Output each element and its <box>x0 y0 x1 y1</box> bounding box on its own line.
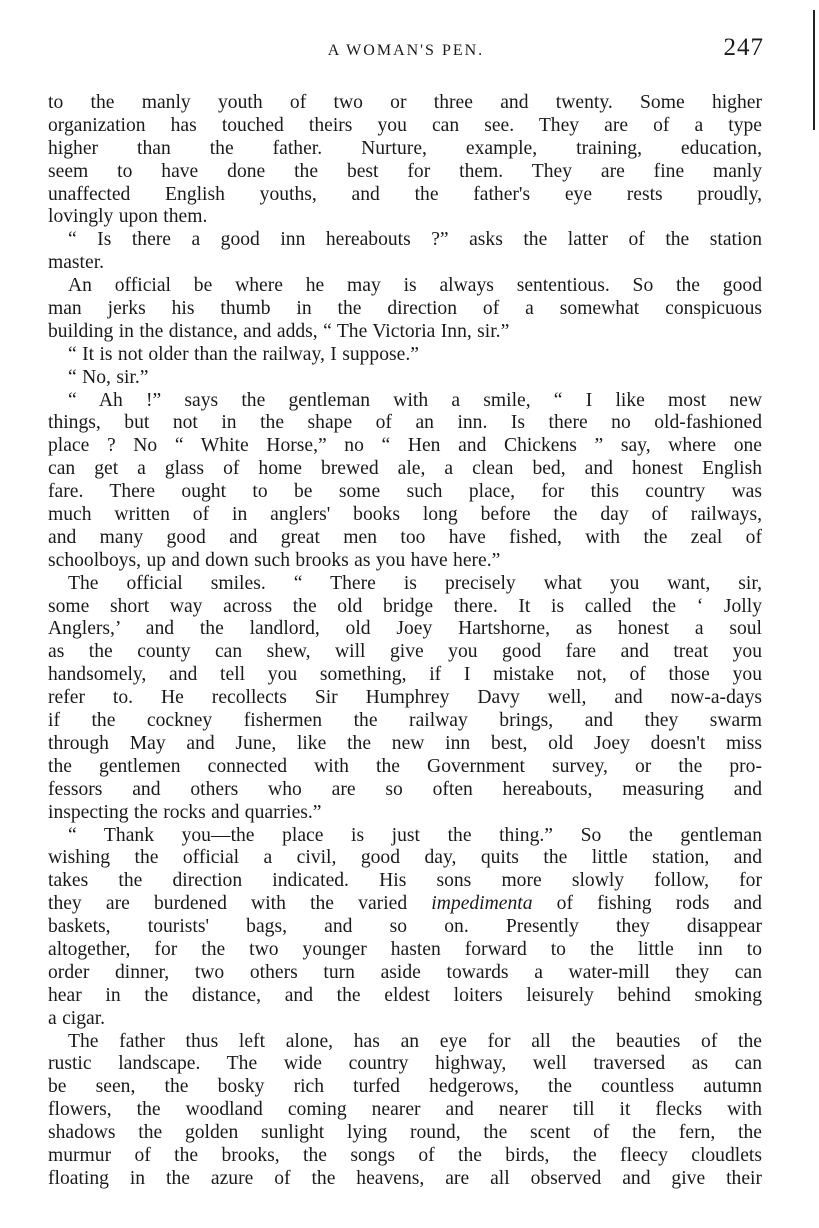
text-line: place ? No “ White Horse,” no “ Hen and Chickens ” say, where one <box>48 435 762 457</box>
text-line: unaffected English youths, and the father's eye rests proudly, <box>48 183 762 205</box>
text-line: wishing the official a civil, good day, quits the little station, and <box>48 847 762 869</box>
body-text <box>48 92 762 1202</box>
text-line: some short way across the old bridge there. It is called the ‘ Jolly <box>48 595 762 617</box>
text-line: as the county can shew, will give you good fare and treat you <box>48 641 762 663</box>
text-line: The father thus left alone, has an eye for all the beauties of the <box>68 1030 762 1052</box>
text-line: “ Thank you—the place is just the thing.” So the gentleman <box>68 824 762 846</box>
text-line: “ It is not older than the railway, I suppose.” <box>68 343 419 365</box>
text-line: master. <box>48 252 105 274</box>
text-line: murmur of the brooks, the songs of the birds, the fleecy cloudlets <box>48 1144 762 1166</box>
text-line: order dinner, two others turn aside towards a water-mill they can <box>48 961 762 983</box>
text-line: man jerks his thumb in the direction of a somewhat conspicuous <box>48 298 762 320</box>
text-line: rustic landscape. The wide country highway, well traversed as can <box>48 1053 762 1075</box>
text-line: and many good and great men too have fished, with the zeal of <box>48 526 762 548</box>
text-line: the gentlemen connected with the Government survey, or the pro- <box>48 755 762 777</box>
text-line: hear in the distance, and the eldest loiters leisurely behind smoking <box>48 984 762 1006</box>
text-line: The official smiles. “ There is precisely what you want, sir, <box>68 572 762 594</box>
text-line: “ No, sir.” <box>68 366 149 388</box>
text-line: lovingly upon them. <box>48 206 208 228</box>
text-line: altogether, for the two younger hasten forward to the little inn to <box>48 938 762 960</box>
text-line: higher than the father. Nurture, example, training, education, <box>48 137 762 159</box>
running-title: A WOMAN'S PEN. <box>327 42 485 59</box>
text-line: be seen, the bosky rich turfed hedgerows, the countless autumn <box>48 1076 762 1098</box>
text-line: seem to have done the best for them. They are fine manly <box>48 160 762 182</box>
text-line: a cigar. <box>48 1007 106 1029</box>
text-line: “ Ah !” says the gentleman with a smile, “ I like most new <box>68 389 762 411</box>
text-line: handsomely, and tell you something, if I mistake not, of those you <box>48 664 762 686</box>
text-line: inspecting the rocks and quarries.” <box>48 801 322 823</box>
text-line: flowers, the woodland coming nearer and nearer till it flecks with <box>48 1099 762 1121</box>
text-line: fare. There ought to be some such place, for this country was <box>48 481 762 503</box>
text-line: “ Is there a good inn hereabouts ?” asks the latter of the station <box>68 229 762 251</box>
text-line: much written of in anglers' books long before the day of railways, <box>48 504 762 526</box>
text-line: Anglers,’ and the landlord, old Joey Hartshorne, as honest a soul <box>48 618 762 640</box>
text-line: shadows the golden sunlight lying round, the scent of the fern, the <box>48 1122 762 1144</box>
text-line: things, but not in the shape of an inn. Is there no old-fashioned <box>48 412 762 434</box>
text-line: takes the direction indicated. His sons more slowly follow, for <box>48 870 762 892</box>
page-edge-rule <box>813 10 815 130</box>
text-line: An official be where he may is always sententious. So the good <box>68 275 762 297</box>
running-head <box>48 34 764 76</box>
text-line: if the cockney fishermen the railway brings, and they swarm <box>48 710 762 732</box>
text-line: building in the distance, and adds, “ The Victoria Inn, sir.” <box>48 320 510 342</box>
text-line: through May and June, like the new inn best, old Joey doesn't miss <box>48 732 762 754</box>
text-line: can get a glass of home brewed ale, a clean bed, and honest English <box>48 458 762 480</box>
text-line: organization has touched theirs you can see. They are of a type <box>48 114 762 136</box>
text-line: refer to. He recollects Sir Humphrey Davy well, and now-a-days <box>48 687 762 709</box>
italic-word: impedimenta <box>431 893 533 915</box>
text-line: they are burdened with the varied impedimenta of fishing rods and <box>48 893 762 915</box>
text-line: floating in the azure of the heavens, are all observed and give their <box>48 1167 762 1189</box>
page-number: 247 <box>723 34 764 61</box>
text-line: schoolboys, up and down such brooks as you have here.” <box>48 549 501 571</box>
text-line: to the manly youth of two or three and twenty. Some higher <box>48 92 762 113</box>
text-line: fessors and others who are so often hereabouts, measuring and <box>48 778 762 800</box>
text-line: baskets, tourists' bags, and so on. Presently they disappear <box>48 916 762 938</box>
